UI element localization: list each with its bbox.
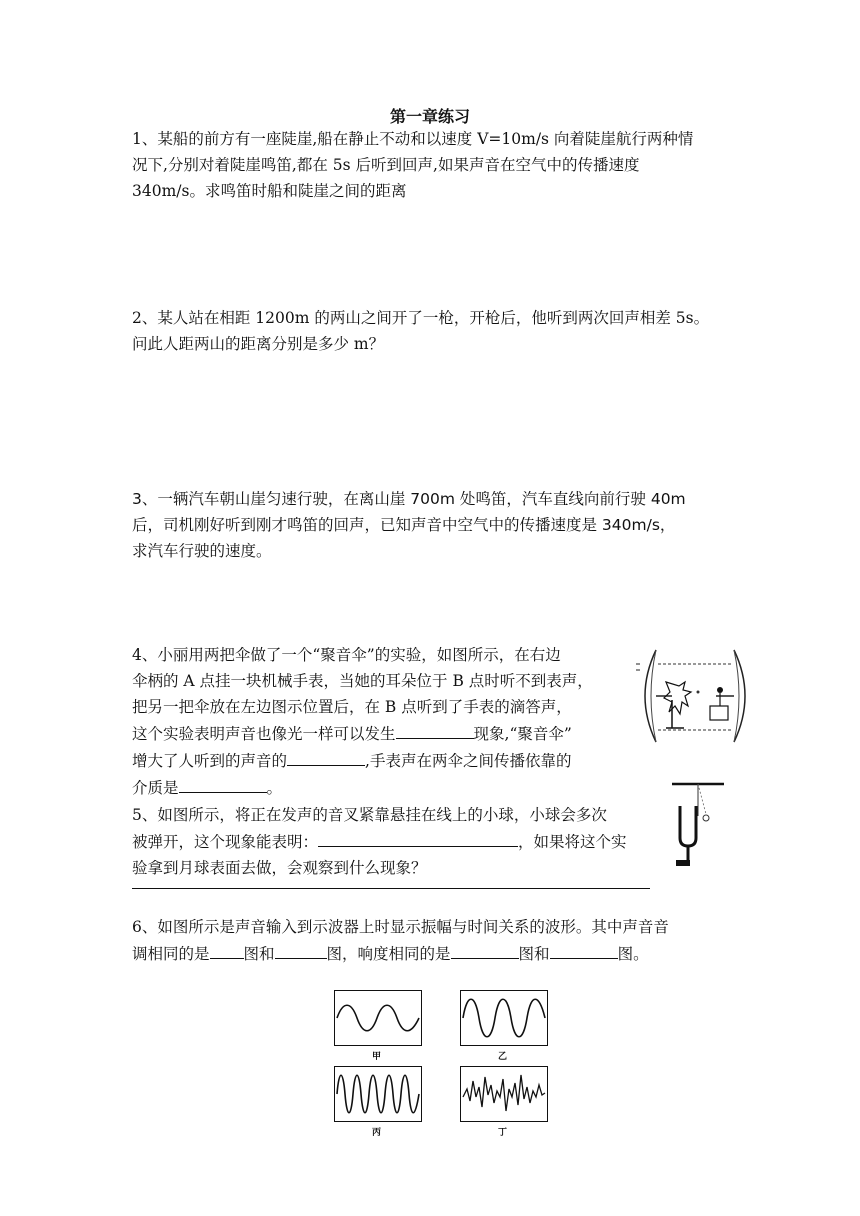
question-4-line-4	[132, 720, 632, 747]
waveform-label-bing: 丙	[372, 1128, 382, 1138]
question-5-line-1: 5、如图所示，将正在发声的音叉紧靠悬挂在线上的小球，小球会多次	[132, 806, 607, 824]
question-2-line-1: 2、某人站在相距 1200m 的两山之间开了一枪，开枪后，他听到两次回声相差 5s。	[132, 309, 710, 327]
answer-blank-loudness-2[interactable]	[550, 940, 618, 959]
waveform-bing-graph	[335, 1067, 421, 1121]
answer-blank-medium[interactable]	[179, 774, 267, 793]
question-6-text-2c: 图，响度相同的是	[326, 945, 451, 963]
question-5	[132, 802, 652, 881]
waveform-bing	[334, 1066, 422, 1122]
answer-blank-pitch-1[interactable]	[210, 940, 244, 959]
question-5-line-2	[132, 828, 652, 855]
question-4-text-6b: 。	[266, 779, 283, 797]
question-4-line-6	[132, 774, 632, 801]
question-1-line-1: 1、某船的前方有一座陡崖,船在静止不动和以速度 V=10m/s 向着陡崖航行两种情	[132, 130, 694, 148]
question-4-text-4b: 现象,“聚音伞”	[473, 725, 572, 743]
answer-blank-reflection[interactable]	[396, 720, 474, 739]
waveform-jia	[334, 990, 422, 1046]
question-4-text-4a: 这个实验表明声音也像光一样可以发生	[132, 725, 396, 743]
question-4-text-5b: ,手表声在两伞之间传播依靠的	[365, 752, 572, 770]
waveform-label-yi: 乙	[498, 1052, 508, 1062]
answer-blank-loudness-1[interactable]	[451, 940, 519, 959]
question-6-text-2a: 调相同的是	[132, 945, 210, 963]
question-4-text-5a: 增大了人听到的声音的	[132, 752, 288, 770]
question-3-line-1: 3、一辆汽车朝山崖匀速行驶，在离山崖 700m 处鸣笛，汽车直线向前行驶 40m	[132, 490, 686, 508]
waveform-label-jia: 甲	[372, 1052, 382, 1062]
question-6-line-2	[132, 940, 752, 967]
question-3	[132, 486, 740, 564]
question-6-text-2b: 图和	[243, 945, 275, 963]
umbrella-drawing	[636, 644, 754, 748]
question-1-line-2: 况下,分别对着陡崖鸣笛,都在 5s 后听到回声,如果声音在空气中的传播速度	[132, 156, 640, 174]
page-title: 第一章练习	[389, 107, 470, 126]
waveform-yi-graph	[461, 991, 547, 1045]
waveform-ding	[460, 1066, 548, 1122]
question-4-line-2: 伞柄的 A 点挂一块机械手表，当她的耳朵位于 B 点时听不到表声，	[132, 672, 593, 690]
question-4-line-3: 把另一把伞放在左边图示位置后，在 B 点听到了手表的滴答声，	[132, 698, 572, 716]
tuning-fork-drawing	[662, 780, 730, 870]
umbrella-figure	[636, 644, 754, 748]
question-2-line-2: 问此人距两山的距离分别是多少 m？	[132, 335, 385, 353]
question-1	[132, 126, 740, 204]
answer-blank-loudness[interactable]	[287, 747, 365, 766]
question-6-text-2e: 图。	[617, 945, 649, 963]
tuning-fork-figure	[662, 780, 730, 870]
answer-blank-vibration[interactable]	[318, 828, 518, 847]
waveform-ding-graph	[461, 1067, 547, 1121]
question-4-line-5	[132, 747, 632, 774]
question-1-line-3: 340m/s。求鸣笛时船和陡崖之间的距离	[132, 182, 407, 200]
question-5-text-2a: 被弹开，这个现象能表明：	[132, 833, 319, 851]
question-4	[132, 642, 632, 801]
question-5-line-3: 验拿到月球表面去做，会观察到什么现象？	[132, 859, 427, 877]
answer-blank-pitch-2[interactable]	[275, 940, 327, 959]
answer-line-moon[interactable]	[132, 888, 650, 889]
question-6-text-2d: 图和	[518, 945, 550, 963]
question-3-line-3: 求汽车行驶的速度。	[132, 542, 272, 560]
question-4-text-6a: 介质是	[132, 779, 179, 797]
waveform-yi	[460, 990, 548, 1046]
question-3-line-2: 后，司机刚好听到刚才鸣笛的回声，已知声音中空气中的传播速度是 340m/s，	[132, 516, 676, 534]
question-5-text-2b: ，如果将这个实	[518, 833, 627, 851]
waveform-label-ding: 丁	[498, 1128, 508, 1138]
question-2	[132, 305, 740, 357]
question-6-line-1: 6、如图所示是声音输入到示波器上时显示振幅与时间关系的波形。其中声音音	[132, 918, 669, 936]
question-4-line-1: 4、小丽用两把伞做了一个“聚音伞”的实验，如图所示，在右边	[132, 646, 561, 664]
waveform-jia-graph	[335, 991, 421, 1045]
question-6	[132, 914, 752, 967]
